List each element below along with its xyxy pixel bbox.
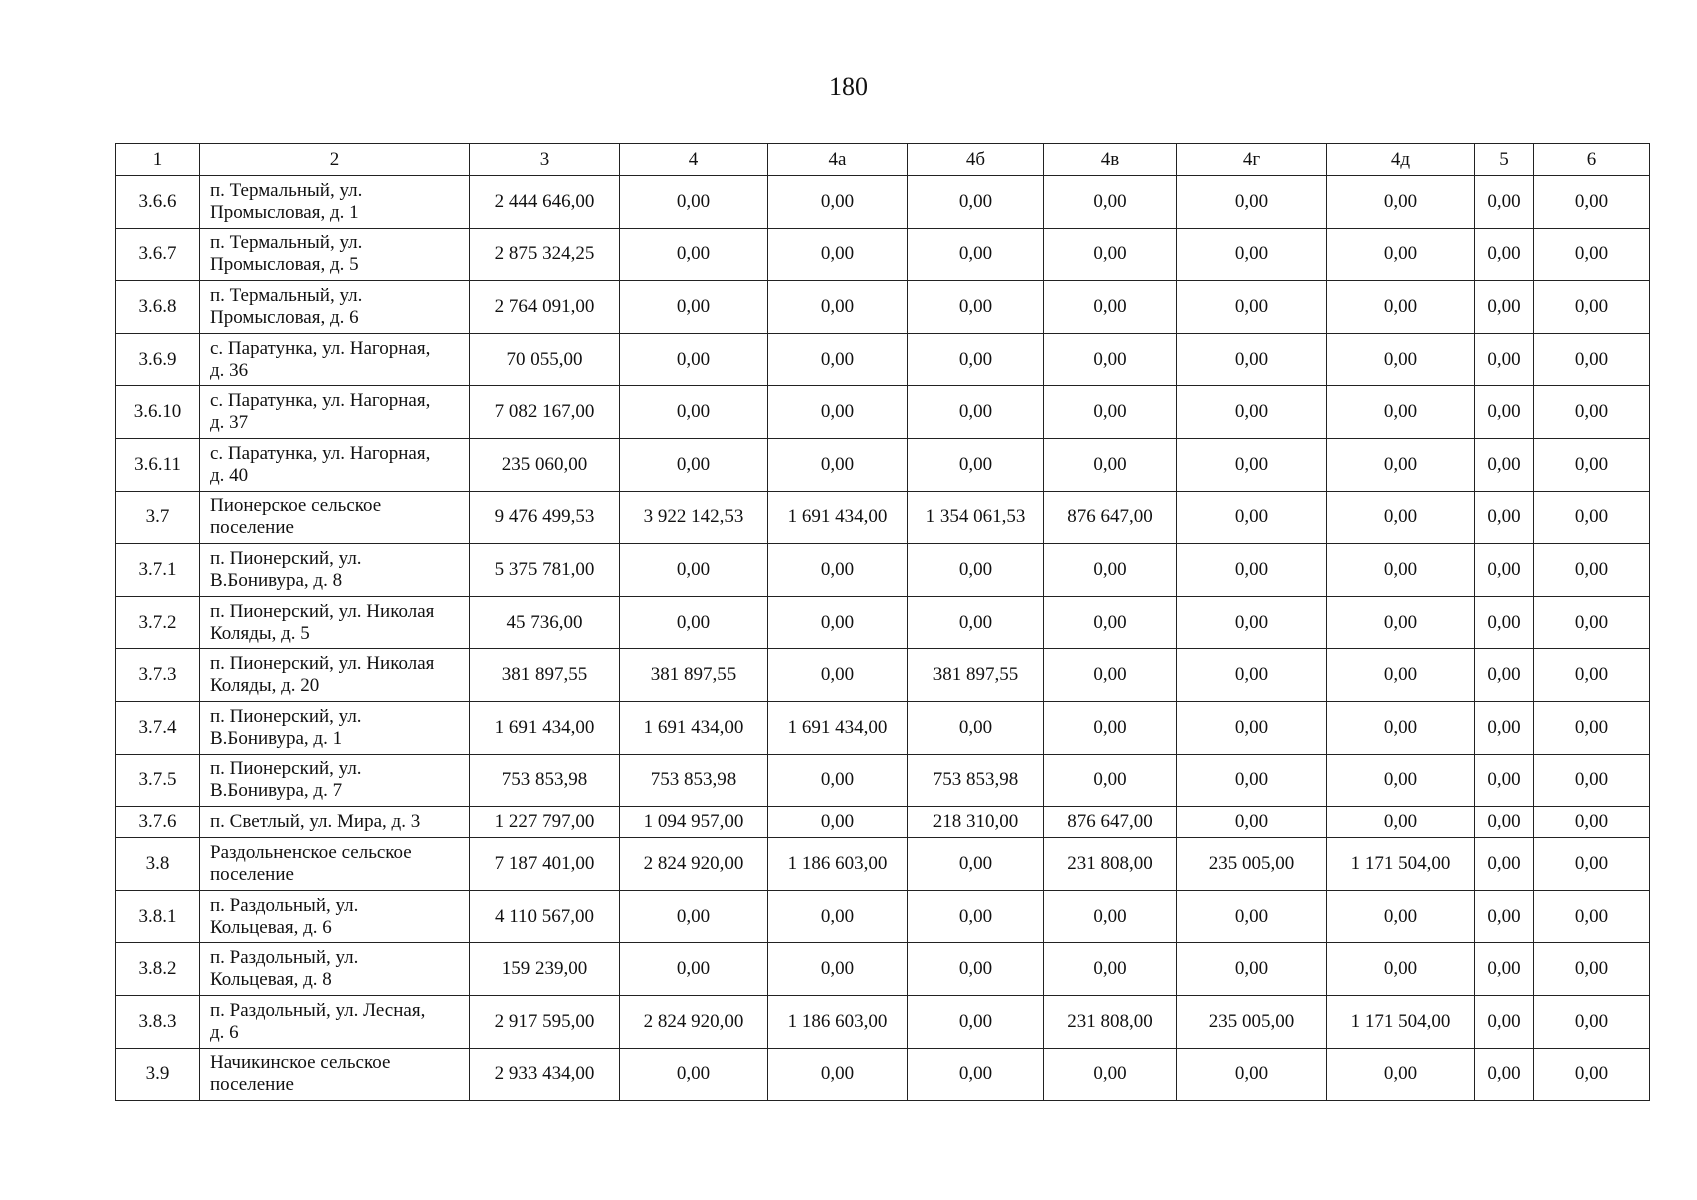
row-value-cell: 876 647,00 bbox=[1044, 491, 1177, 544]
row-value-cell: 159 239,00 bbox=[470, 943, 620, 996]
header-cell-col4g: 4г bbox=[1177, 144, 1327, 176]
row-value-cell: 0,00 bbox=[1044, 890, 1177, 943]
table-row bbox=[116, 838, 1650, 891]
row-value-cell: 0,00 bbox=[1044, 386, 1177, 439]
row-value-cell: 0,00 bbox=[1534, 754, 1650, 807]
row-value-cell: 2 875 324,25 bbox=[470, 228, 620, 281]
row-code-cell: 3.7 bbox=[116, 491, 200, 544]
header-cell-col6: 6 bbox=[1534, 144, 1650, 176]
row-value-cell: 0,00 bbox=[1177, 438, 1327, 491]
row-value-cell: 0,00 bbox=[1044, 333, 1177, 386]
row-value-cell: 0,00 bbox=[620, 1048, 768, 1101]
row-value-cell: 0,00 bbox=[908, 176, 1044, 229]
address-line-1: с. Паратунка, ул. Нагорная, bbox=[210, 442, 431, 464]
row-value-cell: 0,00 bbox=[768, 649, 908, 702]
row-value-cell: 753 853,98 bbox=[620, 754, 768, 807]
table-row bbox=[116, 438, 1650, 491]
row-address-cell bbox=[200, 754, 470, 807]
row-value-cell: 235 005,00 bbox=[1177, 995, 1327, 1048]
row-value-cell: 0,00 bbox=[1177, 807, 1327, 838]
row-code-cell: 3.8 bbox=[116, 838, 200, 891]
row-value-cell: 7 082 167,00 bbox=[470, 386, 620, 439]
row-value-cell: 0,00 bbox=[1475, 754, 1534, 807]
row-value-cell: 0,00 bbox=[1177, 176, 1327, 229]
address-line-1: п. Пионерский, ул. Николая bbox=[210, 600, 435, 622]
data-table bbox=[115, 143, 1650, 1101]
row-value-cell: 2 764 091,00 bbox=[470, 281, 620, 334]
row-value-cell: 0,00 bbox=[908, 333, 1044, 386]
row-code-cell: 3.6.8 bbox=[116, 281, 200, 334]
table-row bbox=[116, 176, 1650, 229]
row-code-cell: 3.7.2 bbox=[116, 596, 200, 649]
row-value-cell: 0,00 bbox=[908, 228, 1044, 281]
row-value-cell: 0,00 bbox=[768, 890, 908, 943]
address-line-1: п. Термальный, ул. bbox=[210, 232, 363, 254]
row-value-cell: 235 060,00 bbox=[470, 438, 620, 491]
address-line-2: поселение bbox=[210, 517, 294, 539]
row-value-cell: 0,00 bbox=[768, 544, 908, 597]
row-value-cell: 0,00 bbox=[1177, 544, 1327, 597]
table-row bbox=[116, 754, 1650, 807]
address-line-2: Промысловая, д. 6 bbox=[210, 306, 359, 328]
table-row bbox=[116, 596, 1650, 649]
table-row bbox=[116, 890, 1650, 943]
row-value-cell: 0,00 bbox=[1177, 754, 1327, 807]
address-line-2: Промысловая, д. 1 bbox=[210, 201, 359, 223]
row-value-cell: 0,00 bbox=[620, 176, 768, 229]
row-value-cell: 0,00 bbox=[768, 438, 908, 491]
address-line-2: Кольцевая, д. 6 bbox=[210, 916, 332, 938]
address-line-1: Пионерское сельское bbox=[210, 495, 382, 517]
header-cell-col5: 5 bbox=[1475, 144, 1534, 176]
row-value-cell: 2 917 595,00 bbox=[470, 995, 620, 1048]
address-line-1: п. Термальный, ул. bbox=[210, 284, 363, 306]
address-line-2: В.Бонивура, д. 1 bbox=[210, 727, 343, 749]
row-value-cell: 0,00 bbox=[768, 596, 908, 649]
row-value-cell: 0,00 bbox=[1475, 176, 1534, 229]
address-line-1: п. Пионерский, ул. bbox=[210, 758, 362, 780]
row-address-cell bbox=[200, 438, 470, 491]
row-value-cell: 0,00 bbox=[620, 890, 768, 943]
row-value-cell: 0,00 bbox=[1327, 228, 1475, 281]
table-row bbox=[116, 943, 1650, 996]
row-value-cell: 0,00 bbox=[1044, 176, 1177, 229]
row-address-cell bbox=[200, 386, 470, 439]
row-value-cell: 0,00 bbox=[1044, 943, 1177, 996]
row-value-cell: 0,00 bbox=[908, 1048, 1044, 1101]
row-address-cell bbox=[200, 491, 470, 544]
row-value-cell: 0,00 bbox=[1044, 438, 1177, 491]
row-value-cell: 0,00 bbox=[1177, 649, 1327, 702]
row-value-cell: 0,00 bbox=[1044, 701, 1177, 754]
row-address-cell bbox=[200, 544, 470, 597]
row-value-cell: 0,00 bbox=[1327, 544, 1475, 597]
row-value-cell: 0,00 bbox=[1475, 281, 1534, 334]
row-value-cell: 231 808,00 bbox=[1044, 838, 1177, 891]
row-value-cell: 70 055,00 bbox=[470, 333, 620, 386]
row-value-cell: 0,00 bbox=[1534, 995, 1650, 1048]
row-value-cell: 0,00 bbox=[1534, 333, 1650, 386]
row-value-cell: 0,00 bbox=[1044, 228, 1177, 281]
row-value-cell: 231 808,00 bbox=[1044, 995, 1177, 1048]
address-line-1: п. Пионерский, ул. Николая bbox=[210, 653, 435, 675]
row-value-cell: 0,00 bbox=[1177, 333, 1327, 386]
row-value-cell: 0,00 bbox=[1534, 176, 1650, 229]
row-value-cell: 0,00 bbox=[1044, 544, 1177, 597]
row-value-cell: 235 005,00 bbox=[1177, 838, 1327, 891]
row-value-cell: 0,00 bbox=[1475, 491, 1534, 544]
row-value-cell: 0,00 bbox=[1534, 701, 1650, 754]
header-cell-col4v: 4в bbox=[1044, 144, 1177, 176]
table-row bbox=[116, 1048, 1650, 1101]
header-cell-col4a: 4а bbox=[768, 144, 908, 176]
table-row bbox=[116, 995, 1650, 1048]
row-value-cell: 0,00 bbox=[1327, 1048, 1475, 1101]
row-code-cell: 3.8.2 bbox=[116, 943, 200, 996]
row-value-cell: 0,00 bbox=[908, 838, 1044, 891]
address-line-2: В.Бонивура, д. 8 bbox=[210, 569, 343, 591]
row-value-cell: 0,00 bbox=[908, 386, 1044, 439]
table-row bbox=[116, 701, 1650, 754]
address-line-2: поселение bbox=[210, 1074, 294, 1096]
row-value-cell: 0,00 bbox=[908, 943, 1044, 996]
row-address-cell bbox=[200, 1048, 470, 1101]
row-value-cell: 0,00 bbox=[620, 943, 768, 996]
row-code-cell: 3.7.5 bbox=[116, 754, 200, 807]
address-line-2: д. 36 bbox=[210, 359, 249, 381]
row-value-cell: 0,00 bbox=[768, 281, 908, 334]
row-value-cell: 0,00 bbox=[1044, 1048, 1177, 1101]
row-code-cell: 3.7.6 bbox=[116, 807, 200, 838]
row-value-cell: 0,00 bbox=[1177, 281, 1327, 334]
row-address-cell bbox=[200, 890, 470, 943]
row-code-cell: 3.6.9 bbox=[116, 333, 200, 386]
row-value-cell: 381 897,55 bbox=[620, 649, 768, 702]
row-value-cell: 0,00 bbox=[768, 386, 908, 439]
row-value-cell: 0,00 bbox=[1475, 333, 1534, 386]
row-value-cell: 1 691 434,00 bbox=[768, 491, 908, 544]
row-value-cell: 753 853,98 bbox=[470, 754, 620, 807]
row-value-cell: 0,00 bbox=[620, 281, 768, 334]
row-code-cell: 3.8.3 bbox=[116, 995, 200, 1048]
table-row bbox=[116, 491, 1650, 544]
row-value-cell: 0,00 bbox=[1044, 596, 1177, 649]
table-row bbox=[116, 386, 1650, 439]
row-address-cell bbox=[200, 701, 470, 754]
row-value-cell: 0,00 bbox=[1044, 649, 1177, 702]
row-code-cell: 3.7.3 bbox=[116, 649, 200, 702]
row-code-cell: 3.6.11 bbox=[116, 438, 200, 491]
row-value-cell: 0,00 bbox=[1044, 281, 1177, 334]
row-value-cell: 0,00 bbox=[908, 890, 1044, 943]
row-value-cell: 1 094 957,00 bbox=[620, 807, 768, 838]
header-cell-col1: 1 bbox=[116, 144, 200, 176]
row-value-cell: 4 110 567,00 bbox=[470, 890, 620, 943]
address-line-2: Кольцевая, д. 8 bbox=[210, 969, 332, 991]
row-value-cell: 0,00 bbox=[1327, 807, 1475, 838]
row-value-cell: 0,00 bbox=[1327, 943, 1475, 996]
row-value-cell: 1 354 061,53 bbox=[908, 491, 1044, 544]
row-value-cell: 0,00 bbox=[1327, 281, 1475, 334]
row-value-cell: 45 736,00 bbox=[470, 596, 620, 649]
row-value-cell: 0,00 bbox=[1177, 943, 1327, 996]
row-value-cell: 0,00 bbox=[1044, 754, 1177, 807]
row-value-cell: 0,00 bbox=[1475, 1048, 1534, 1101]
row-address-cell bbox=[200, 649, 470, 702]
row-value-cell: 876 647,00 bbox=[1044, 807, 1177, 838]
row-value-cell: 1 691 434,00 bbox=[470, 701, 620, 754]
row-value-cell: 0,00 bbox=[768, 1048, 908, 1101]
row-code-cell: 3.9 bbox=[116, 1048, 200, 1101]
row-address-cell bbox=[200, 228, 470, 281]
row-address-cell bbox=[200, 176, 470, 229]
row-value-cell: 0,00 bbox=[908, 544, 1044, 597]
row-value-cell: 0,00 bbox=[1534, 807, 1650, 838]
row-value-cell: 0,00 bbox=[1327, 701, 1475, 754]
row-value-cell: 0,00 bbox=[620, 596, 768, 649]
address-line-2: Промысловая, д. 5 bbox=[210, 254, 359, 276]
row-value-cell: 0,00 bbox=[1327, 596, 1475, 649]
row-value-cell: 0,00 bbox=[768, 333, 908, 386]
row-value-cell: 0,00 bbox=[1475, 386, 1534, 439]
row-value-cell: 0,00 bbox=[1327, 649, 1475, 702]
table-body bbox=[116, 176, 1650, 1101]
row-value-cell: 0,00 bbox=[1534, 491, 1650, 544]
table-row bbox=[116, 281, 1650, 334]
row-value-cell: 0,00 bbox=[1475, 544, 1534, 597]
row-value-cell: 7 187 401,00 bbox=[470, 838, 620, 891]
row-value-cell: 0,00 bbox=[1177, 1048, 1327, 1101]
table-row bbox=[116, 649, 1650, 702]
row-value-cell: 0,00 bbox=[1534, 228, 1650, 281]
row-value-cell: 1 171 504,00 bbox=[1327, 838, 1475, 891]
row-value-cell: 1 186 603,00 bbox=[768, 838, 908, 891]
row-value-cell: 381 897,55 bbox=[908, 649, 1044, 702]
row-code-cell: 3.7.1 bbox=[116, 544, 200, 597]
row-value-cell: 0,00 bbox=[908, 596, 1044, 649]
row-value-cell: 2 933 434,00 bbox=[470, 1048, 620, 1101]
row-value-cell: 2 824 920,00 bbox=[620, 838, 768, 891]
row-code-cell: 3.8.1 bbox=[116, 890, 200, 943]
header-cell-col3: 3 bbox=[470, 144, 620, 176]
table-row bbox=[116, 544, 1650, 597]
header-cell-col2: 2 bbox=[200, 144, 470, 176]
address-line-1: п. Пионерский, ул. bbox=[210, 547, 362, 569]
row-value-cell: 0,00 bbox=[1177, 890, 1327, 943]
row-value-cell: 0,00 bbox=[1475, 649, 1534, 702]
row-value-cell: 0,00 bbox=[1475, 995, 1534, 1048]
row-value-cell: 753 853,98 bbox=[908, 754, 1044, 807]
row-value-cell: 0,00 bbox=[1327, 491, 1475, 544]
row-value-cell: 0,00 bbox=[1475, 701, 1534, 754]
address-line-2: д. 6 bbox=[210, 1021, 239, 1043]
row-value-cell: 0,00 bbox=[1475, 890, 1534, 943]
row-value-cell: 0,00 bbox=[1534, 1048, 1650, 1101]
page-number: 180 bbox=[829, 72, 868, 101]
row-address-cell bbox=[200, 943, 470, 996]
row-value-cell: 0,00 bbox=[1327, 438, 1475, 491]
row-value-cell: 0,00 bbox=[1177, 596, 1327, 649]
table-row bbox=[116, 228, 1650, 281]
row-value-cell: 0,00 bbox=[1534, 838, 1650, 891]
address-line-2: Коляды, д. 5 bbox=[210, 622, 310, 644]
header-cell-col4b: 4б bbox=[908, 144, 1044, 176]
row-value-cell: 9 476 499,53 bbox=[470, 491, 620, 544]
address-line-1: п. Раздольный, ул. Лесная, bbox=[210, 999, 426, 1021]
row-value-cell: 1 227 797,00 bbox=[470, 807, 620, 838]
row-value-cell: 0,00 bbox=[1534, 544, 1650, 597]
row-value-cell: 0,00 bbox=[1327, 754, 1475, 807]
row-value-cell: 0,00 bbox=[1327, 890, 1475, 943]
row-value-cell: 0,00 bbox=[768, 228, 908, 281]
address-line-2: В.Бонивура, д. 7 bbox=[210, 780, 343, 802]
table-row bbox=[116, 807, 1650, 838]
row-value-cell: 0,00 bbox=[620, 333, 768, 386]
row-value-cell: 0,00 bbox=[1177, 386, 1327, 439]
row-value-cell: 0,00 bbox=[1475, 438, 1534, 491]
header-cell-col4: 4 bbox=[620, 144, 768, 176]
row-value-cell: 0,00 bbox=[908, 438, 1044, 491]
row-value-cell: 0,00 bbox=[1475, 596, 1534, 649]
row-value-cell: 0,00 bbox=[908, 995, 1044, 1048]
row-value-cell: 0,00 bbox=[768, 943, 908, 996]
row-value-cell: 0,00 bbox=[1177, 491, 1327, 544]
row-value-cell: 0,00 bbox=[620, 386, 768, 439]
row-value-cell: 0,00 bbox=[768, 176, 908, 229]
row-value-cell: 0,00 bbox=[768, 807, 908, 838]
address-line-1: п. Раздольный, ул. bbox=[210, 947, 359, 969]
row-value-cell: 0,00 bbox=[1534, 438, 1650, 491]
row-value-cell: 1 186 603,00 bbox=[768, 995, 908, 1048]
row-value-cell: 0,00 bbox=[1327, 333, 1475, 386]
row-value-cell: 0,00 bbox=[1475, 943, 1534, 996]
row-value-cell: 0,00 bbox=[1327, 176, 1475, 229]
row-code-cell: 3.7.4 bbox=[116, 701, 200, 754]
row-value-cell: 0,00 bbox=[1177, 701, 1327, 754]
address-line-1: п. Раздольный, ул. bbox=[210, 894, 359, 916]
row-code-cell: 3.6.6 bbox=[116, 176, 200, 229]
address-line-2: поселение bbox=[210, 863, 294, 885]
address-line-2: д. 37 bbox=[210, 412, 249, 434]
row-value-cell: 3 922 142,53 bbox=[620, 491, 768, 544]
row-address-cell bbox=[200, 995, 470, 1048]
header-cell-col4d: 4д bbox=[1327, 144, 1475, 176]
row-value-cell: 0,00 bbox=[1475, 807, 1534, 838]
row-value-cell: 0,00 bbox=[620, 544, 768, 597]
row-value-cell: 0,00 bbox=[620, 228, 768, 281]
row-value-cell: 0,00 bbox=[620, 438, 768, 491]
address-line-2: д. 40 bbox=[210, 464, 249, 486]
address-line-1: Начикинское сельское bbox=[210, 1052, 391, 1074]
row-code-cell: 3.6.7 bbox=[116, 228, 200, 281]
row-address-cell bbox=[200, 281, 470, 334]
row-address-cell bbox=[200, 596, 470, 649]
address-line-1: с. Паратунка, ул. Нагорная, bbox=[210, 337, 431, 359]
row-value-cell: 0,00 bbox=[1534, 943, 1650, 996]
row-value-cell: 381 897,55 bbox=[470, 649, 620, 702]
row-value-cell: 0,00 bbox=[1177, 228, 1327, 281]
row-value-cell: 0,00 bbox=[1475, 838, 1534, 891]
row-value-cell: 0,00 bbox=[1534, 596, 1650, 649]
row-value-cell: 0,00 bbox=[1327, 386, 1475, 439]
row-address-cell bbox=[200, 807, 470, 838]
row-value-cell: 5 375 781,00 bbox=[470, 544, 620, 597]
row-address-cell bbox=[200, 838, 470, 891]
row-value-cell: 0,00 bbox=[1534, 649, 1650, 702]
address-line-1: с. Паратунка, ул. Нагорная, bbox=[210, 390, 431, 412]
row-value-cell: 1 171 504,00 bbox=[1327, 995, 1475, 1048]
row-value-cell: 0,00 bbox=[768, 754, 908, 807]
row-value-cell: 2 444 646,00 bbox=[470, 176, 620, 229]
row-code-cell: 3.6.10 bbox=[116, 386, 200, 439]
row-value-cell: 218 310,00 bbox=[908, 807, 1044, 838]
address-line-1: п. Пионерский, ул. bbox=[210, 705, 362, 727]
address-line-1: п. Термальный, ул. bbox=[210, 179, 363, 201]
address-line-1: п. Светлый, ул. Мира, д. 3 bbox=[210, 811, 421, 833]
table-row bbox=[116, 333, 1650, 386]
table-header bbox=[116, 144, 1650, 176]
row-value-cell: 2 824 920,00 bbox=[620, 995, 768, 1048]
row-value-cell: 0,00 bbox=[1534, 386, 1650, 439]
row-value-cell: 0,00 bbox=[1534, 890, 1650, 943]
address-line-1: Раздольненское сельское bbox=[210, 841, 412, 863]
row-value-cell: 1 691 434,00 bbox=[620, 701, 768, 754]
row-value-cell: 0,00 bbox=[908, 281, 1044, 334]
row-address-cell bbox=[200, 333, 470, 386]
row-value-cell: 0,00 bbox=[1534, 281, 1650, 334]
row-value-cell: 0,00 bbox=[908, 701, 1044, 754]
row-value-cell: 1 691 434,00 bbox=[768, 701, 908, 754]
row-value-cell: 0,00 bbox=[1475, 228, 1534, 281]
address-line-2: Коляды, д. 20 bbox=[210, 675, 320, 697]
header-row bbox=[116, 144, 1650, 176]
